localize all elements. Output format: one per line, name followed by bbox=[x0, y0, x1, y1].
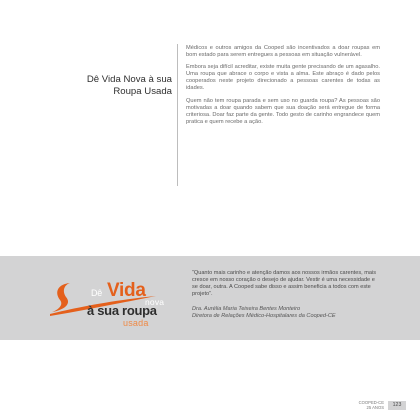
section-title-line-2: Roupa Usada bbox=[113, 86, 172, 97]
page-number: 123 bbox=[388, 401, 406, 410]
logo-word-de: Dê bbox=[91, 288, 103, 298]
logo-word-vida: Vida bbox=[107, 280, 146, 301]
logo-word-nova: nova bbox=[145, 297, 165, 307]
footer-label bbox=[340, 400, 384, 410]
section-title-line-1: Dê Vida Nova à sua bbox=[86, 74, 172, 85]
quote-author: Dra. Aurélia Maria Teixeira Bentes Monteiro bbox=[192, 306, 301, 312]
logo-word-usada: usada bbox=[123, 318, 149, 328]
body-paragraph-3: Quem não tem roupa parada e sem uso no guarda roupa? As pessoas são motivadas a doar quando sabem que sua doação será entregue de forma criteriosa. Doar faz parte da gente. Todo gesto de carinho engrandece quem pratica e quem recebe a ação. bbox=[186, 97, 380, 125]
quote-block bbox=[192, 270, 378, 320]
quote-text: “Quanto mais carinho e atenção damos aos nossos irmãos carentes, mais cresce em nosso coração o desejo de ajudar. Vestir é uma necessidade e se doar, outra. A Cooped sabe disso e assim beneficia a todos com este projeto”. bbox=[192, 270, 377, 297]
body-paragraph-1: Médicos e outros amigos da Cooped são incentivados a doar roupas em bom estado para serem entregues a pessoas em situação vulnerável. bbox=[186, 45, 380, 59]
section-title bbox=[56, 74, 172, 98]
vertical-divider bbox=[177, 44, 178, 186]
project-logo bbox=[44, 270, 176, 330]
body-text bbox=[186, 45, 380, 131]
logo-word-sua-roupa: à sua roupa bbox=[87, 303, 157, 318]
footer-label-line-2: 25 ANOS bbox=[366, 405, 384, 410]
body-paragraph-2: Embora seja difícil acreditar, existe muita gente precisando de um agasalho. Uma roupa que abrace o corpo e vista a alma. Este abraço é dado pelos cooperados neste projeto direcionado a pessoas carentes de todas as idades. bbox=[186, 64, 380, 92]
footer-label-line-1: COOPED-CE bbox=[358, 400, 384, 405]
quote-author-role: Diretora de Relações Médico-Hospitalares da Cooped-CE bbox=[192, 313, 336, 319]
